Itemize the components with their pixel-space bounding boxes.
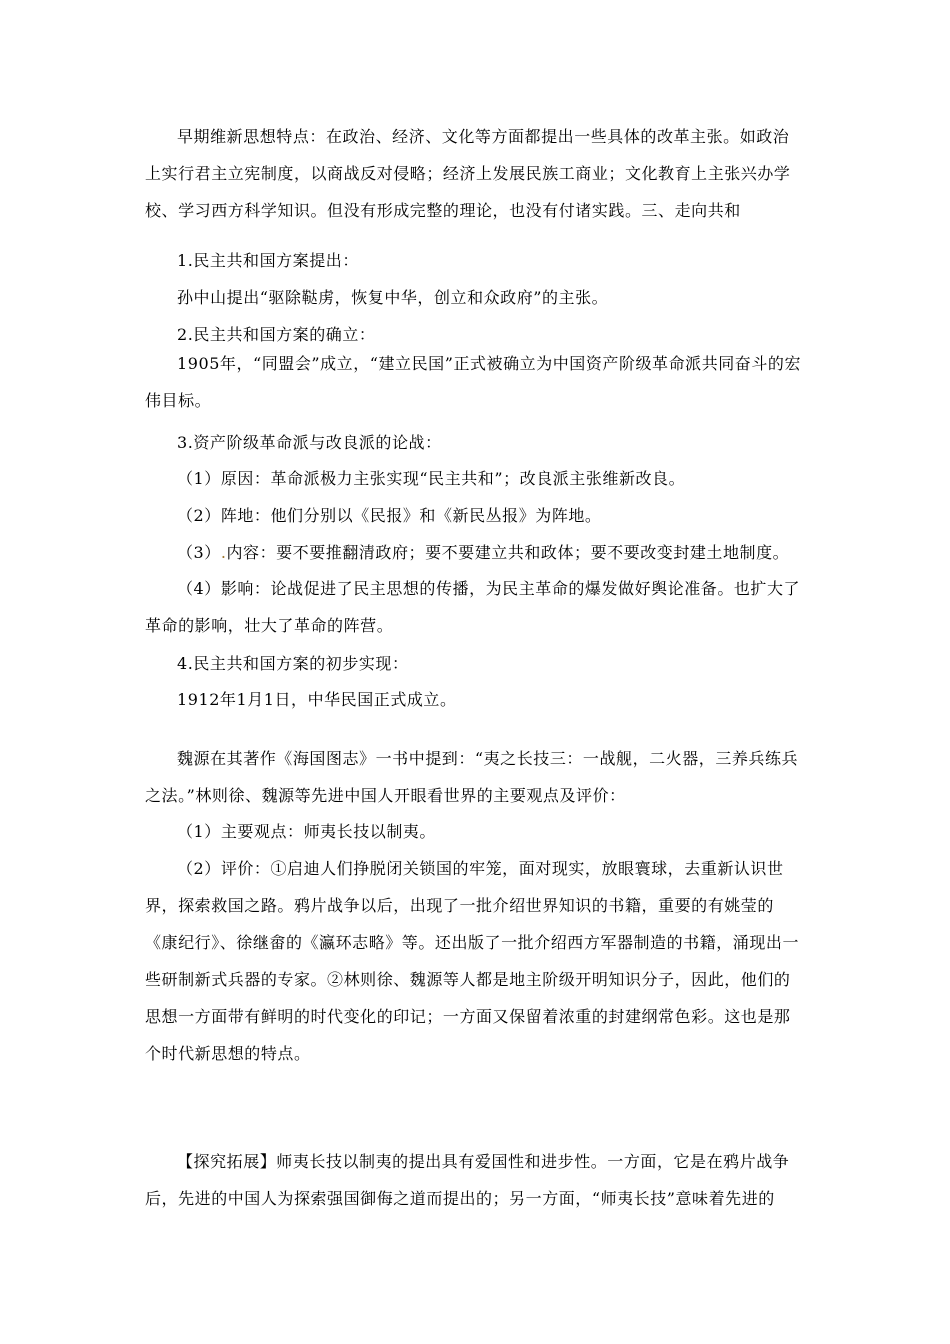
paragraph-roc-founded: 1912年1月1日，中华民国正式成立。 bbox=[177, 690, 457, 709]
heading-republic-realized: 4.民主共和国方案的初步实现： bbox=[177, 654, 409, 673]
paragraph-tongmenghui-1905: 1905年，“同盟会”成立，“建立民国”正式被确立为中国资产阶级革命派共同奋斗的宏伟目标。 bbox=[145, 354, 801, 410]
stray-dot: . bbox=[220, 543, 227, 562]
heading-debate: 3.资产阶级革命派与改良派的论战： bbox=[177, 433, 442, 452]
paragraph-main-viewpoint: （1）主要观点：师夷长技以制夷。 bbox=[177, 822, 436, 841]
paragraph-sun-yatsen-proposal: 孙中山提出“驱除鞑虏，恢复中华，创立和众政府”的主张。 bbox=[177, 288, 609, 307]
paragraph-early-reform-features: 早期维新思想特点：在政治、经济、文化等方面都提出一些具体的改革主张。如政治上实行君主立宪制度，以商战反对侵略；经济上发展民族工商业；文化教育上主张兴办学校、学习西方科学知识。但没有形成完整的理论，也没有付诸实践。三、走向共和 bbox=[145, 127, 791, 220]
paragraph-debate-venue: （2）阵地：他们分别以《民报》和《新民丛报》为阵地。 bbox=[177, 506, 602, 525]
item-number: （3） bbox=[177, 543, 221, 562]
heading-republic-plan-established: 2.民主共和国方案的确立： bbox=[177, 325, 376, 344]
paragraph-debate-cause: （1）原因：革命派极力主张实现“民主共和”；改良派主张维新改良。 bbox=[177, 469, 686, 488]
paragraph-debate-impact: （4）影响：论战促进了民主思想的传播，为民主革命的爆发做好舆论准备。也扩大了革命的影响，壮大了革命的阵营。 bbox=[145, 579, 801, 635]
paragraph-exploration-extension: 【探究拓展】师夷长技以制夷的提出具有爱国性和进步性。一方面，它是在鸦片战争后，先进的中国人为探索强国御侮之道而提出的；另一方面，“师夷长技”意味着先进的 bbox=[145, 1152, 790, 1208]
paragraph-evaluation: （2）评价：①启迪人们挣脱闭关锁国的牢笼，面对现实，放眼寰球，去重新认识世界，探索救国之路。鸦片战争以后，出现了一批介绍世界知识的书籍，重要的有姚莹的《康纪行》、徐继畲的《瀛环志略》等。还出版了一批介绍西方军器制造的书籍，涌现出一些研制新式兵器的专家。②林则徐、魏源等人都是地主阶级开明知识分子，因此，他们的思想一方面带有鲜明的时代变化的印记；一方面又保留着浓重的封建纲常色彩。这也是那个时代新思想的特点。 bbox=[145, 859, 800, 1063]
heading-republic-plan-proposed: 1.民主共和国方案提出： bbox=[177, 251, 359, 270]
paragraph-debate-content bbox=[145, 534, 805, 571]
paragraph-wei-yuan-haiguo-tuzhi: 魏源在其著作《海国图志》一书中提到：“夷之长技三：一战舰，二火器，三养兵练兵之法。”林则徐、魏源等先进中国人开眼看世界的主要观点及评价： bbox=[145, 749, 799, 805]
item-text: 内容：要不要推翻清政府；要不要建立共和政体；要不要改变封建土地制度。 bbox=[226, 543, 790, 562]
